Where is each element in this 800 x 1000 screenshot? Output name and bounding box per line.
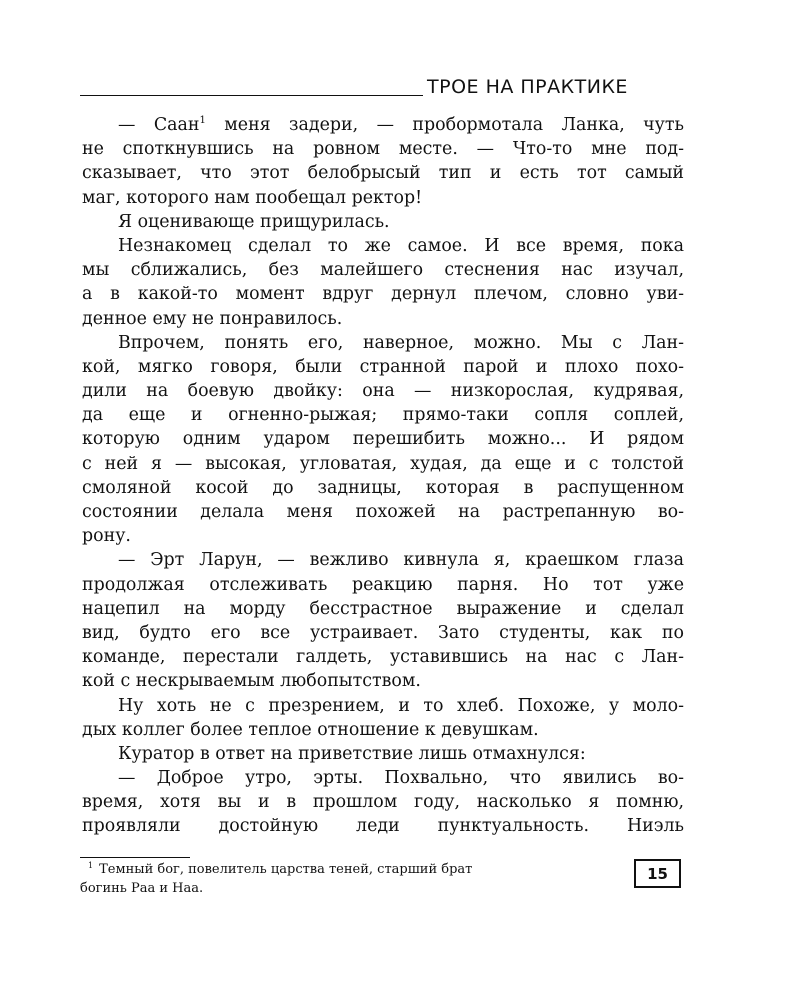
text-line: сказывает, что этот белобрысый тип и есть тот самый xyxy=(82,163,684,184)
text-line: денное ему не понравилось. xyxy=(82,308,343,329)
text-line: нацепил на морду бесстрастное выражение и сделал xyxy=(82,598,684,619)
text-line: — Эрт Ларун, — вежливо кивнула я, краешком глаза xyxy=(118,550,684,571)
text-line: Незнакомец сделал то же самое. И все время, пока xyxy=(118,235,684,256)
text-line: маг, которого нам пообещал ректор! xyxy=(82,187,423,208)
text-line: не споткнувшись на ровном месте. — Что-то мне под- xyxy=(82,139,684,160)
text-line: состоянии делала меня похожей на растрепанную во- xyxy=(82,502,684,522)
text-line: продолжая отслеживать реакцию парня. Но тот уже xyxy=(82,574,684,595)
text-line: дых коллег более теплое отношение к девушкам. xyxy=(82,719,539,740)
text-line: которую одним ударом перешибить можно... И рядом xyxy=(82,429,684,450)
header-rule xyxy=(80,95,423,96)
text-line: Ну хоть не с презрением, и то хлеб. Похоже, у моло- xyxy=(118,695,684,716)
text-line: смоляной косой до задницы, которая в распущенном xyxy=(82,477,684,498)
text-line: рону. xyxy=(82,526,131,547)
body-text xyxy=(82,113,684,839)
text-line: а в какой-то момент вдруг дернул плечом, словно уви- xyxy=(82,284,684,305)
text-line: — Доброе утро, эрты. Похвально, что явились во- xyxy=(118,768,684,789)
text-line: Куратор в ответ на приветствие лишь отмахнулся: xyxy=(118,743,586,764)
text-line: — Саан$^1$ меня задери, — пробормотала Ланка, чуть xyxy=(118,115,684,135)
footnote xyxy=(80,860,625,898)
text-line: время, хотя вы и в прошлом году, насколько я помню, xyxy=(82,792,684,813)
text-line: Я оценивающе прищурилась. xyxy=(118,211,390,232)
text-line: кой с нескрываемым любопытством. xyxy=(82,671,421,692)
footnote-rule xyxy=(80,857,190,858)
text-line: команде, перестали галдеть, уставившись на нас с Лан- xyxy=(82,647,684,668)
footnote-line: $^1$ Темный бог, повелитель царства теней, старший брат xyxy=(88,861,473,877)
footnote-line: богинь Раа и Наа. xyxy=(80,881,204,896)
footnote-mark: 1 xyxy=(88,861,94,870)
footnote-reference: 1 xyxy=(199,115,206,126)
text-line: да еще и огненно-рыжая; прямо-таки сопля соплей, xyxy=(82,405,684,426)
running-title: ТРОЕ НА ПРАКТИКЕ xyxy=(427,76,628,98)
page-number: 15 xyxy=(634,859,681,888)
text-line: Впрочем, понять его, наверное, можно. Мы с Лан- xyxy=(118,332,684,353)
text-line: проявляли достойную леди пунктуальность. Ниэль xyxy=(82,816,684,837)
text-line: вид, будто его все устраивает. Зато студенты, как по xyxy=(82,622,684,643)
text-line: мы сближались, без малейшего стеснения нас изучал, xyxy=(82,260,684,281)
text-line: дили на боевую двойку: она — низкорослая, кудрявая, xyxy=(82,381,684,402)
text-line: с ней я — высокая, угловатая, худая, да еще и с толстой xyxy=(82,453,684,474)
text-line: кой, мягко говоря, были странной парой и плохо похо- xyxy=(82,356,684,377)
